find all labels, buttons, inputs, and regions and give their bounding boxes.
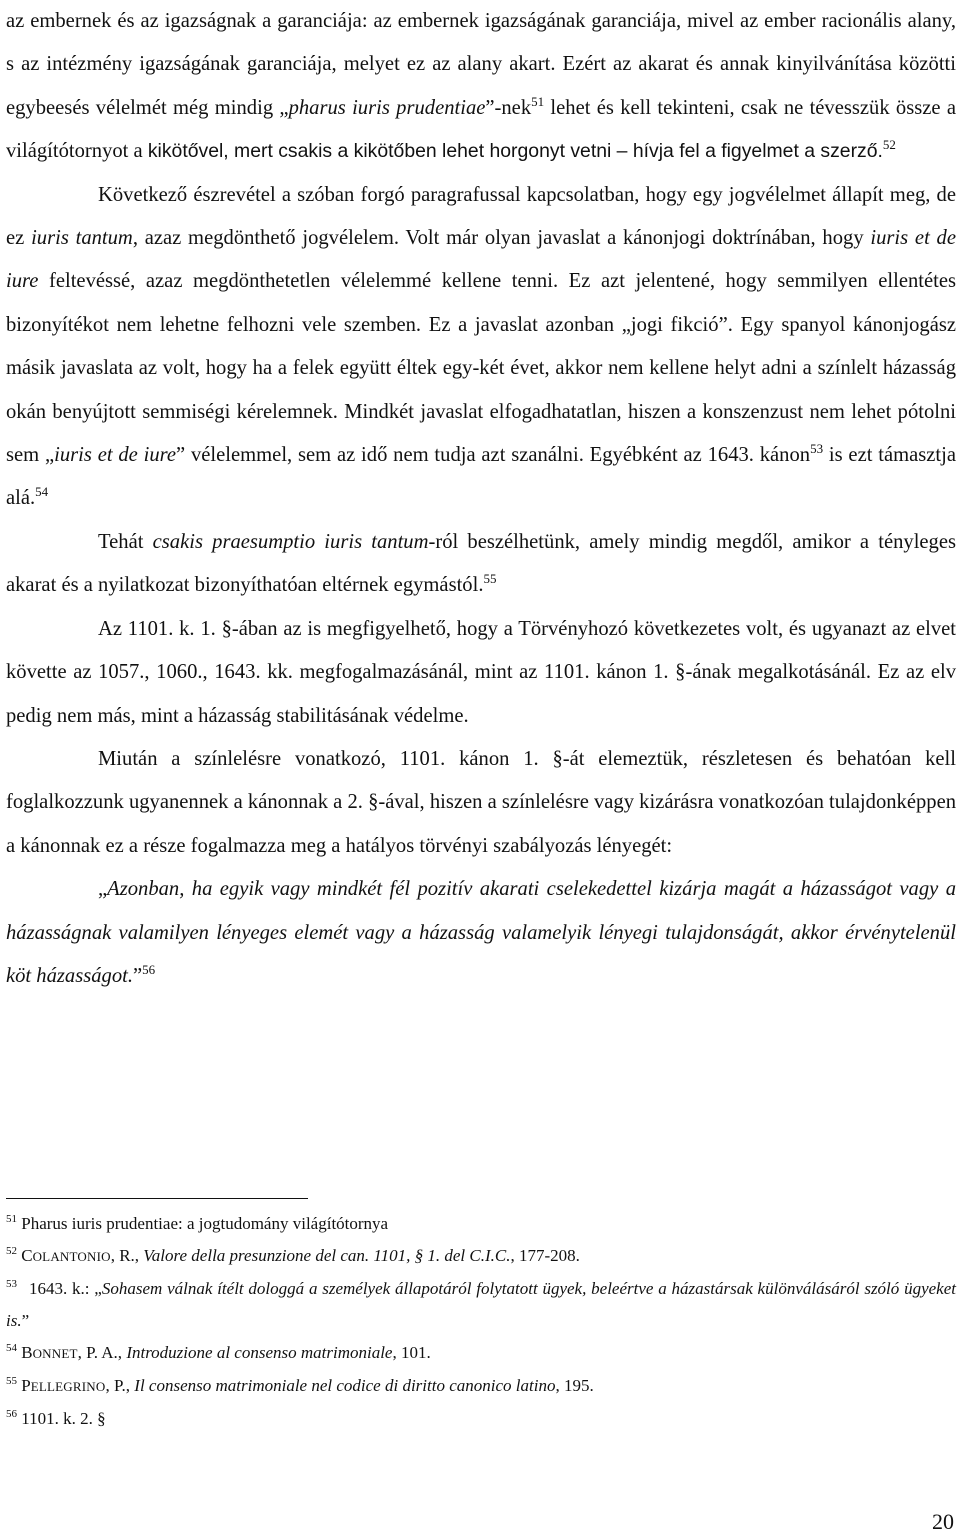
footnote-number: 56 [6,1408,17,1420]
page-number: 20 [932,1509,954,1534]
footnote-text: Pharus iuris prudentiae: a jogtudomány világítótornya [21,1214,389,1233]
author-name: ONNET [32,1346,78,1361]
pages: , 101. [392,1343,431,1362]
italic-term: iuris et de iure [6,227,956,293]
footnote-56 [6,1403,956,1435]
footnote-ref[interactable]: 52 [882,137,896,153]
footnote-ref[interactable]: 53 [810,441,824,457]
author-tail: , R., [110,1246,144,1265]
footnote-number: 51 [6,1213,17,1225]
text-segment: feltevéssé, azaz megdönthetetlen vélelemmé kellene tenni. Ez azt jelentené, hogy semmilyen ellentétes bizonyítékot nem lehetne felhozni vele szemben. Ez a javaslat azonban „jogi fikció”. Egy spanyol kánonjogász másik javaslata az volt, hogy ha a felek együtt éltek egy-két évet, akkor nem kellene helyt adni a színlelt házasság okán benyújtott semmiségi kérelemnek. Mindkét javaslat elfogadhatatlan, hiszen a konszenzust nem lehet pótolni sem „ [6,270,956,467]
text-segment: -ával, hiszen a színlelésre vagy kizárásra vonatkozóan tulajdonképpen a kánonnak ez a része fogalmazza meg a hatályos törvényi szabályozás lényegét: [6,791,957,857]
main-text [6,0,956,998]
author-name: ELLEGRINO [30,1379,106,1394]
quote-open: „ [98,878,108,901]
italic-term: iuris tantum [31,227,133,250]
text-segment: Tehát [98,530,153,553]
text-segment: ” vélelemmel, sem az idő nem tudja azt szanálni. Egyébként az 1643. kánon [176,444,811,467]
footnote-55 [6,1370,956,1403]
text-segment: -át elemeztük, részletesen és behatóan kell foglalkozzunk ugyanennek a kánonnak a 2. [6,747,956,814]
text-segment: -ról beszélhetünk, amely mindig megdől, amikor a tényleges akarat és a nyilatkozat bizonyíthatóan eltérnek egymástól. [6,530,957,597]
section-symbol: § [552,747,563,770]
author-tail: , P., [105,1376,135,1395]
work-title-cont: 1. del C.I.C. [423,1246,511,1265]
author-initial: B [21,1343,33,1362]
author-initial: C [21,1246,33,1265]
footnote-text: 1101. k. 2. [21,1409,98,1428]
paragraph-5 [6,738,956,868]
pages: , 177-208. [510,1246,580,1265]
work-title: Valore della presunzione del can. 1101, [143,1246,415,1265]
section-symbol: § [414,1246,424,1265]
paragraph-6-quote [6,868,956,998]
work-title: Il consenso matrimoniale nel codice di diritto canonico latino [134,1376,556,1395]
pages: , 195. [555,1376,594,1395]
italic-term: iuris et de iure [54,444,177,467]
section-symbol: § [368,791,379,814]
paragraph-1 [6,0,956,174]
footnote-52 [6,1240,956,1273]
section-symbol: § [221,617,232,640]
footnote-number: 54 [6,1342,17,1354]
text-segment: az embernek és az igazságnak a garanciája: az embernek igazságának garanciája, mivel az ember racionális alany, s az intézmény igazságának garanciája, melyet ez az alany akart. Ezért az akarat és annak kinyilvánítása közötti egybeesés vélelmét még mindig „ [6,10,956,119]
text-segment: is ezt támasztja alá. [6,444,956,510]
quote-close: ” [133,964,143,987]
text-segment: Következő észrevétel a szóban forgó paragrafussal kapcsolatban, hogy egy jogvélelmet állapít meg, de ez [6,183,956,250]
paragraph-2 [6,174,956,521]
text-segment: Miután a színlelésre vonatkozó, 1101. kánon 1. [98,747,553,770]
footnote-separator [6,1198,308,1199]
section-symbol: § [675,661,686,684]
page [6,0,956,998]
text-segment: -ában az is megfigyelhető, hogy a Törvényhozó következetes volt, és ugyanazt az elvet követte az 1057., 1060., 1643. kk. megfogalmazásánál, mint az 1101. kánon 1. [6,617,956,684]
footnote-ref[interactable]: 56 [142,961,156,977]
author-initial: P [21,1376,31,1395]
italic-term: pharus iuris prudentiae [288,96,486,119]
text-segment: -ának megalkotásánál. Ez az elv pedig nem más, mint a házasság stabilitásának védelme. [6,661,956,727]
footnote-ref[interactable]: 51 [531,93,545,109]
footnote-number: 53 [6,1278,17,1290]
quote-close: ” [21,1311,30,1330]
footnote-53 [6,1273,956,1337]
author-tail: , P. A., [77,1343,127,1362]
section-symbol: § [97,1409,106,1428]
paragraph-3 [6,521,956,608]
text-segment: lehet és kell tekinteni, csak ne tévesszük össze a világítótornyot a [6,96,956,163]
footnote-number: 55 [6,1375,17,1387]
text-segment: ”-nek [485,96,532,119]
text-segment-sans: kikötővel, mert csakis a kikötőben lehet horgonyt vetni – hívja fel a figyelmet a szerző. [147,140,883,163]
quoted-canon-text: Azonban, ha egyik vagy mindkét fél pozitív akarati cselekedettel kizárja magát a házasságot vagy a házasságnak valamilyen lényeges elemét vagy a házasság valamelyik lényegi tulajdonságát, akkor érvénytelenül köt házasságot. [6,878,956,987]
footnote-ref[interactable]: 54 [35,484,49,500]
work-title: Introduzione al consenso matrimoniale [126,1343,393,1362]
footnote-ref[interactable]: 55 [483,571,497,587]
text-segment: , azaz megdönthető jogvélelem. Volt már olyan javaslat a kánonjogi doktrínában, hogy [132,227,871,250]
footnotes [6,1208,956,1435]
quoted-canon: Sohasem válnak ítélt dologgá a személyek állapotáról folytatott ügyek, beleértve a házastársak különválásáról szóló ügyeket is. [6,1279,956,1330]
footnote-lead: 1643. k.: „ [29,1279,102,1298]
paragraph-4 [6,608,956,738]
text-segment: Az 1101. k. 1. [98,617,222,640]
footnote-number: 52 [6,1245,17,1257]
footnote-51 [6,1208,956,1240]
author-name: OLANTONIO [32,1249,111,1264]
italic-term: csakis praesumptio iuris tantum [152,530,429,553]
footnote-54 [6,1337,956,1370]
